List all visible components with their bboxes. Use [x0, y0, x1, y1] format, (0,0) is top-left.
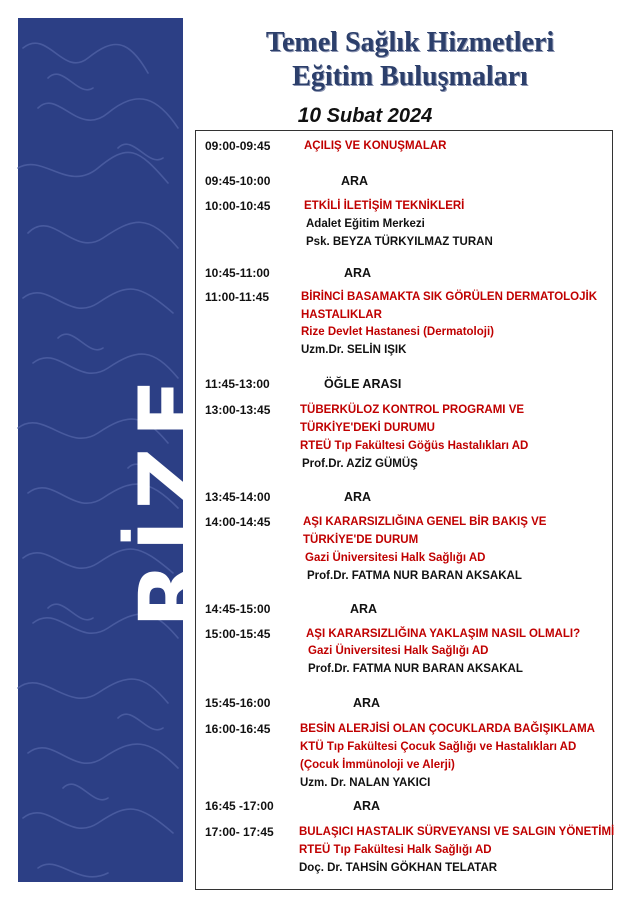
- session-time: 09:45-10:00: [205, 174, 271, 188]
- session-title: TÜBERKÜLOZ KONTROL PROGRAMI VE: [300, 404, 525, 416]
- session-institution: RTEÜ Tıp Fakültesi Halk Sağlığı AD: [299, 844, 492, 856]
- session-time: 09:00-09:45: [205, 139, 271, 153]
- session-time: 11:00-11:45: [205, 290, 270, 304]
- session-speaker: Prof.Dr. AZİZ GÜMÜŞ: [302, 458, 418, 470]
- session-time: 10:45-11:00: [205, 266, 270, 280]
- session-title: ETKİLİ İLETİŞİM TEKNİKLERİ: [304, 200, 465, 212]
- event-date: [200, 104, 530, 128]
- schedule-table: [195, 130, 613, 890]
- session-title: BULAŞICI HASTALIK SÜRVEYANSI VE SALGIN YÖNETİMİ: [299, 826, 615, 838]
- session-time: 15:00-15:45: [205, 627, 271, 641]
- sidebar-banner: [18, 18, 221, 882]
- session-institution: RTEÜ Tıp Fakültesi Göğüs Hastalıkları AD: [300, 440, 529, 452]
- session-speaker: Uzm. Dr. NALAN YAKICI: [300, 777, 431, 789]
- session-title-cont: TÜRKİYE'DE DURUM: [303, 534, 419, 546]
- session-time: 16:00-16:45: [205, 722, 271, 736]
- session-title-cont: HASTALIKLAR: [301, 309, 382, 321]
- break-label: ARA: [353, 799, 381, 813]
- session-speaker: Uzm.Dr. SELİN IŞIK: [301, 344, 407, 356]
- break-label: ÖĞLE ARASI: [324, 377, 402, 391]
- session-title-cont: TÜRKİYE'DEKİ DURUMU: [300, 422, 435, 434]
- break-label: ARA: [344, 490, 372, 504]
- session-title: AÇILIŞ VE KONUŞMALAR: [304, 140, 447, 152]
- session-time: 14:45-15:00: [205, 602, 271, 616]
- session-time: 13:45-14:00: [205, 490, 271, 504]
- session-institution: Rize Devlet Hastanesi (Dermatoloji): [301, 326, 495, 338]
- session-title: BİRİNCİ BASAMAKTA SIK GÖRÜLEN DERMATOLOJİK: [301, 291, 598, 303]
- break-label: ARA: [353, 696, 381, 710]
- event-title-line1: Temel Sağlık Hizmetleri: [265, 27, 555, 58]
- session-department: (Çocuk İmmünoloji ve Alerji): [300, 759, 455, 771]
- session-speaker: Psk. BEYZA TÜRKYILMAZ TURAN: [306, 236, 493, 248]
- session-institution: Gazi Üniversitesi Halk Sağlığı AD: [305, 552, 486, 564]
- session-title: BESİN ALERJİSİ OLAN ÇOCUKLARDA BAĞIŞIKLAMA: [300, 723, 595, 735]
- event-title-line2: Eğitim Buluşmaları: [292, 61, 528, 92]
- session-time: 14:00-14:45: [205, 515, 271, 529]
- session-time: 16:45 -17:00: [205, 799, 274, 813]
- session-institution: KTÜ Tıp Fakültesi Çocuk Sağlığı ve Hastalıkları AD: [300, 741, 577, 753]
- break-label: ARA: [344, 266, 372, 280]
- break-label: ARA: [341, 174, 369, 188]
- session-time: 10:00-10:45: [205, 199, 271, 213]
- break-label: ARA: [350, 602, 378, 616]
- city-name: RİZE: [121, 368, 221, 628]
- session-speaker: Doç. Dr. TAHSİN GÖKHAN TELATAR: [299, 862, 498, 874]
- session-speaker: Prof.Dr. FATMA NUR BARAN AKSAKAL: [308, 663, 523, 675]
- session-time: 17:00- 17:45: [205, 825, 274, 839]
- event-date-month-year: Subat 2024: [321, 105, 433, 127]
- session-institution: Adalet Eğitim Merkezi: [306, 218, 425, 230]
- session-time: 11:45-13:00: [205, 377, 270, 391]
- event-date-day: 10: [297, 104, 322, 127]
- session-time: 15:45-16:00: [205, 696, 271, 710]
- session-title: AŞI KARARSIZLIĞINA YAKLAŞIM NASIL OLMALI?: [306, 628, 581, 640]
- session-institution: Gazi Üniversitesi Halk Sağlığı AD: [308, 645, 489, 657]
- session-title: AŞI KARARSIZLIĞINA GENEL BİR BAKIŞ VE: [303, 516, 547, 528]
- session-time: 13:00-13:45: [205, 403, 271, 417]
- session-speaker: Prof.Dr. FATMA NUR BARAN AKSAKAL: [307, 570, 522, 582]
